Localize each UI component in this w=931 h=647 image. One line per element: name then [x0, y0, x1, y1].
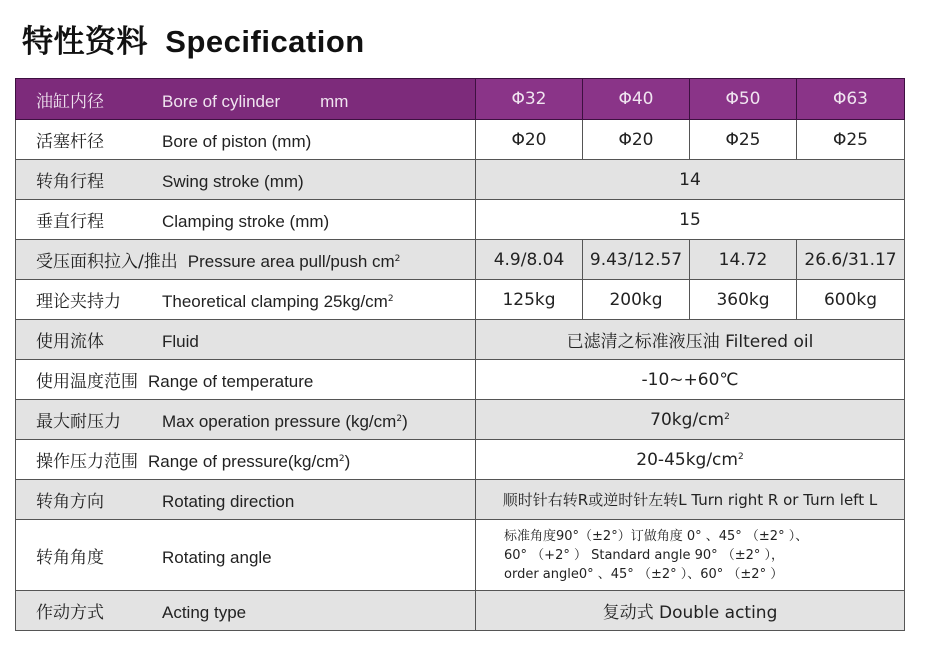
row-label [16, 120, 476, 160]
row-max-pressure [16, 400, 905, 440]
label-zh: 受压面积拉入/推出 [36, 252, 178, 272]
label-en: Clamping stroke (mm) [162, 212, 330, 231]
angle-line-1: 标准角度90°（±2°）订做角度 0° 、45° （±2° ）、 [504, 528, 809, 544]
header-bore-2: Φ40 [583, 79, 690, 120]
header-label-en: Bore of cylinder [162, 91, 281, 111]
cell-value [476, 440, 905, 480]
label-zh: 作动方式 [36, 603, 104, 623]
label-en: Acting type [162, 603, 247, 622]
cell-value: 已滤清之标准液压油 Filtered oil [476, 320, 905, 360]
row-label [16, 591, 476, 631]
header-label [16, 79, 476, 120]
row-direction [16, 480, 905, 520]
label-en-tail: ) [344, 452, 351, 471]
cell-value: 15 [476, 200, 905, 240]
label-zh: 转角行程 [36, 172, 104, 192]
header-bore-4: Φ63 [797, 79, 905, 120]
row-label [16, 520, 476, 591]
cell-value [476, 520, 905, 591]
label-en: Theoretical clamping 25kg/cm [162, 292, 388, 311]
angle-line-2: 60° （+2° ） Standard angle 90° （±2° ）， [504, 547, 785, 563]
cell-value: Φ25 [797, 120, 905, 160]
label-sup: 2 [387, 294, 394, 304]
row-piston [16, 120, 905, 160]
label-en: Swing stroke (mm) [162, 172, 304, 191]
label-en: Pressure area pull/push cm [187, 252, 395, 271]
label-zh: 转角方向 [36, 492, 104, 512]
cell-value: 14.72 [690, 240, 797, 280]
cell-value: Φ20 [583, 120, 690, 160]
label-en: Max operation pressure (kg/cm [162, 412, 397, 431]
page-title [22, 20, 365, 64]
row-angle [16, 520, 905, 591]
row-swing [16, 160, 905, 200]
label-en: Fluid [162, 332, 199, 351]
row-label [16, 160, 476, 200]
table-header-row [16, 79, 905, 120]
label-sup: 2 [338, 454, 345, 464]
label-zh: 最大耐压力 [36, 412, 121, 432]
cell-value: 26.6/31.17 [797, 240, 905, 280]
cell-value: 9.43/12.57 [583, 240, 690, 280]
cell-value: 125kg [476, 280, 583, 320]
title-zh: 特性资料 [22, 24, 148, 60]
label-zh: 使用温度范围 [36, 372, 138, 392]
row-label [16, 400, 476, 440]
title-en: Specification [165, 24, 365, 59]
cell-value: 600kg [797, 280, 905, 320]
cell-value: 14 [476, 160, 905, 200]
label-en-tail: ) [402, 412, 408, 431]
value-text: 20-45kg/cm [636, 449, 738, 470]
cell-value: Φ25 [690, 120, 797, 160]
label-en: Rotating direction [162, 492, 295, 511]
cell-value: 顺时针右转R或逆时针左转L Turn right R or Turn left L [476, 480, 905, 520]
header-bore-3: Φ50 [690, 79, 797, 120]
row-label [16, 320, 476, 360]
cell-value: 360kg [690, 280, 797, 320]
row-label [16, 440, 476, 480]
label-zh: 垂直行程 [36, 212, 104, 232]
row-acting [16, 591, 905, 631]
label-zh: 操作压力范围 [36, 452, 138, 472]
row-fluid [16, 320, 905, 360]
row-label [16, 240, 476, 280]
cell-value: 复动式 Double acting [476, 591, 905, 631]
row-label [16, 280, 476, 320]
header-unit: mm [320, 91, 349, 111]
specification-table [15, 78, 905, 631]
cell-value [476, 400, 905, 440]
label-zh: 使用流体 [36, 332, 104, 352]
cell-value: 4.9/8.04 [476, 240, 583, 280]
angle-line-3: order angle0° 、45° （±2° ）、60° （±2° ） [504, 566, 784, 582]
row-clamping [16, 200, 905, 240]
row-label [16, 480, 476, 520]
row-temperature [16, 360, 905, 400]
header-label-zh: 油缸内径 [36, 91, 104, 112]
cell-value: 200kg [583, 280, 690, 320]
label-zh: 转角角度 [36, 547, 104, 568]
label-en: Bore of piston (mm) [162, 132, 312, 151]
label-zh: 活塞杆径 [36, 132, 104, 152]
label-zh: 理论夹持力 [36, 292, 121, 312]
header-bore-1: Φ32 [476, 79, 583, 120]
row-pressure-area [16, 240, 905, 280]
value-text: 70kg/cm [650, 409, 725, 430]
row-pressure-range [16, 440, 905, 480]
row-label [16, 360, 476, 400]
cell-value: -10~+60℃ [476, 360, 905, 400]
label-en: Range of pressure(kg/cm [148, 452, 339, 471]
row-label [16, 200, 476, 240]
label-sup: 2 [396, 414, 403, 424]
row-clamp-force [16, 280, 905, 320]
label-en: Range of temperature [148, 372, 314, 391]
cell-value: Φ20 [476, 120, 583, 160]
label-sup: 2 [394, 254, 401, 264]
value-sup: 2 [737, 451, 744, 462]
label-en: Rotating angle [162, 547, 272, 567]
value-sup: 2 [724, 411, 730, 422]
